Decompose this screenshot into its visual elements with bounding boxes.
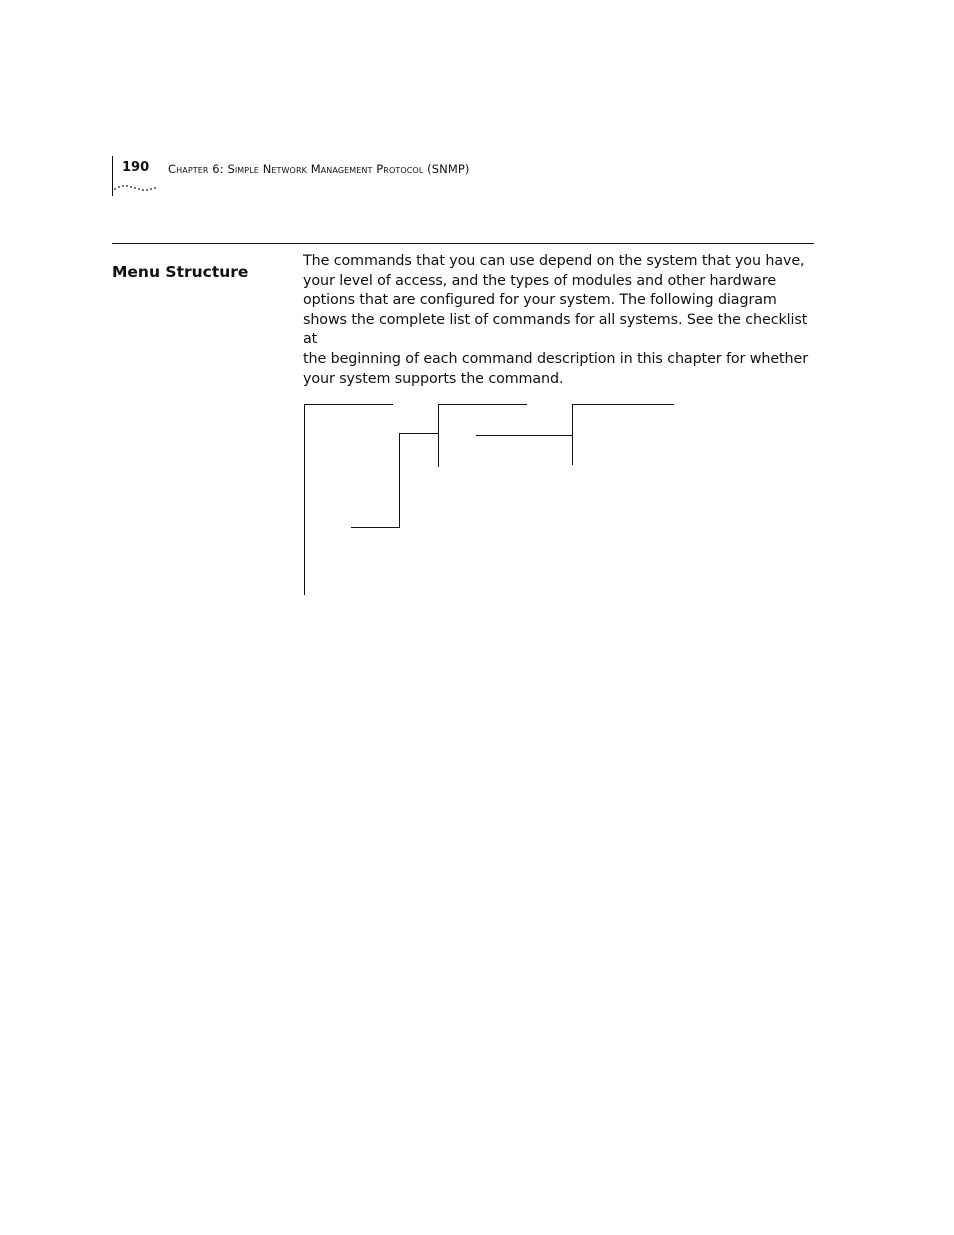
body-line-4: shows the complete list of commands for all systems. See the checklist at <box>303 311 808 348</box>
section-divider <box>112 243 814 244</box>
running-head: Chapter 6: Simple Network Management Protocol (SNMP) <box>168 162 470 176</box>
section-body-paragraph <box>303 252 815 389</box>
body-line-2: your level of access, and the types of modules and other hardware <box>303 272 777 289</box>
header-dotted-ornament <box>113 183 157 195</box>
page-number: 190 <box>122 160 150 175</box>
body-line-5: the beginning of each command description in this chapter for whether <box>303 350 808 367</box>
body-line-6: your system supports the command. <box>303 370 564 387</box>
body-line-1: The commands that you can use depend on the system that you have, <box>303 253 805 269</box>
body-line-3: options that are configured for your system. The following diagram <box>303 292 777 309</box>
section-heading: Menu Structure <box>112 262 249 281</box>
